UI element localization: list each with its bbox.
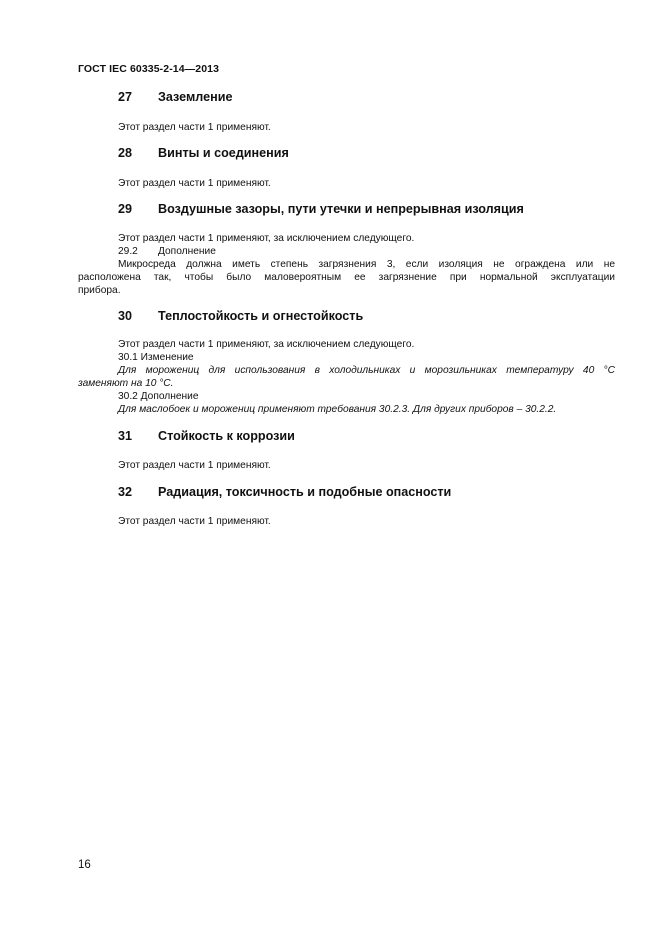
section-heading (78, 429, 615, 449)
section-number: 32 (118, 485, 133, 499)
section-title: Стойкость к коррозии (158, 429, 295, 443)
section-text: Этот раздел части 1 применяют, за исключением следующего. (118, 233, 415, 244)
section-text: Этот раздел части 1 применяют. (118, 460, 271, 471)
section-32 (78, 485, 615, 528)
section-number: 30 (118, 309, 133, 323)
subsection-number: 29.2 (118, 246, 138, 257)
section-title: Воздушные зазоры, пути утечки и непрерывная изоляция (158, 202, 524, 216)
section-31 (78, 429, 615, 472)
section-number: 31 (118, 429, 133, 443)
paragraph-line: Для маслобоек и морожениц применяют требования 30.2.3. Для других приборов – 30.2.2. (118, 404, 557, 415)
section-title: Радиация, токсичность и подобные опасности (158, 485, 452, 499)
section-text: Этот раздел части 1 применяют. (118, 178, 271, 189)
section-heading (78, 90, 615, 110)
section-30 (78, 309, 615, 416)
section-number: 27 (118, 90, 133, 104)
paragraph-line: заменяют на 10 °С. (78, 378, 174, 389)
page-number: 16 (78, 859, 91, 871)
subsection-title: Дополнение (158, 246, 216, 257)
paragraph-line: Для морожениц для использования в холодильниках и морозильниках температуру 40 °С (118, 365, 615, 376)
section-27 (78, 90, 615, 134)
section-title: Заземление (158, 90, 233, 104)
document-header: ГОСТ IEC 60335-2-14—2013 (78, 63, 220, 75)
paragraph-line: Микросреда должна иметь степень загрязнения 3, если изоляция не ограждена или не (118, 259, 615, 270)
section-heading (78, 202, 615, 222)
section-number: 29 (118, 202, 133, 216)
section-text: Этот раздел части 1 применяют. (118, 516, 271, 527)
section-heading (78, 309, 615, 329)
subsection-label: 30.2 Дополнение (118, 391, 199, 402)
subsection-label: 30.1 Изменение (118, 352, 194, 363)
section-title: Винты и соединения (158, 146, 289, 160)
paragraph-line: прибора. (78, 285, 121, 296)
section-text: Этот раздел части 1 применяют. (118, 122, 271, 133)
section-number: 28 (118, 146, 133, 160)
section-28 (78, 146, 615, 190)
section-heading (78, 146, 615, 166)
section-heading (78, 485, 615, 505)
section-title: Теплостойкость и огнестойкость (158, 309, 364, 323)
section-29 (78, 202, 615, 297)
section-text: Этот раздел части 1 применяют, за исключением следующего. (118, 339, 415, 350)
paragraph-line: расположена так, чтобы было маловероятным ее загрязнение при нормальной эксплуатации (78, 272, 615, 283)
subsection-label (78, 245, 615, 258)
